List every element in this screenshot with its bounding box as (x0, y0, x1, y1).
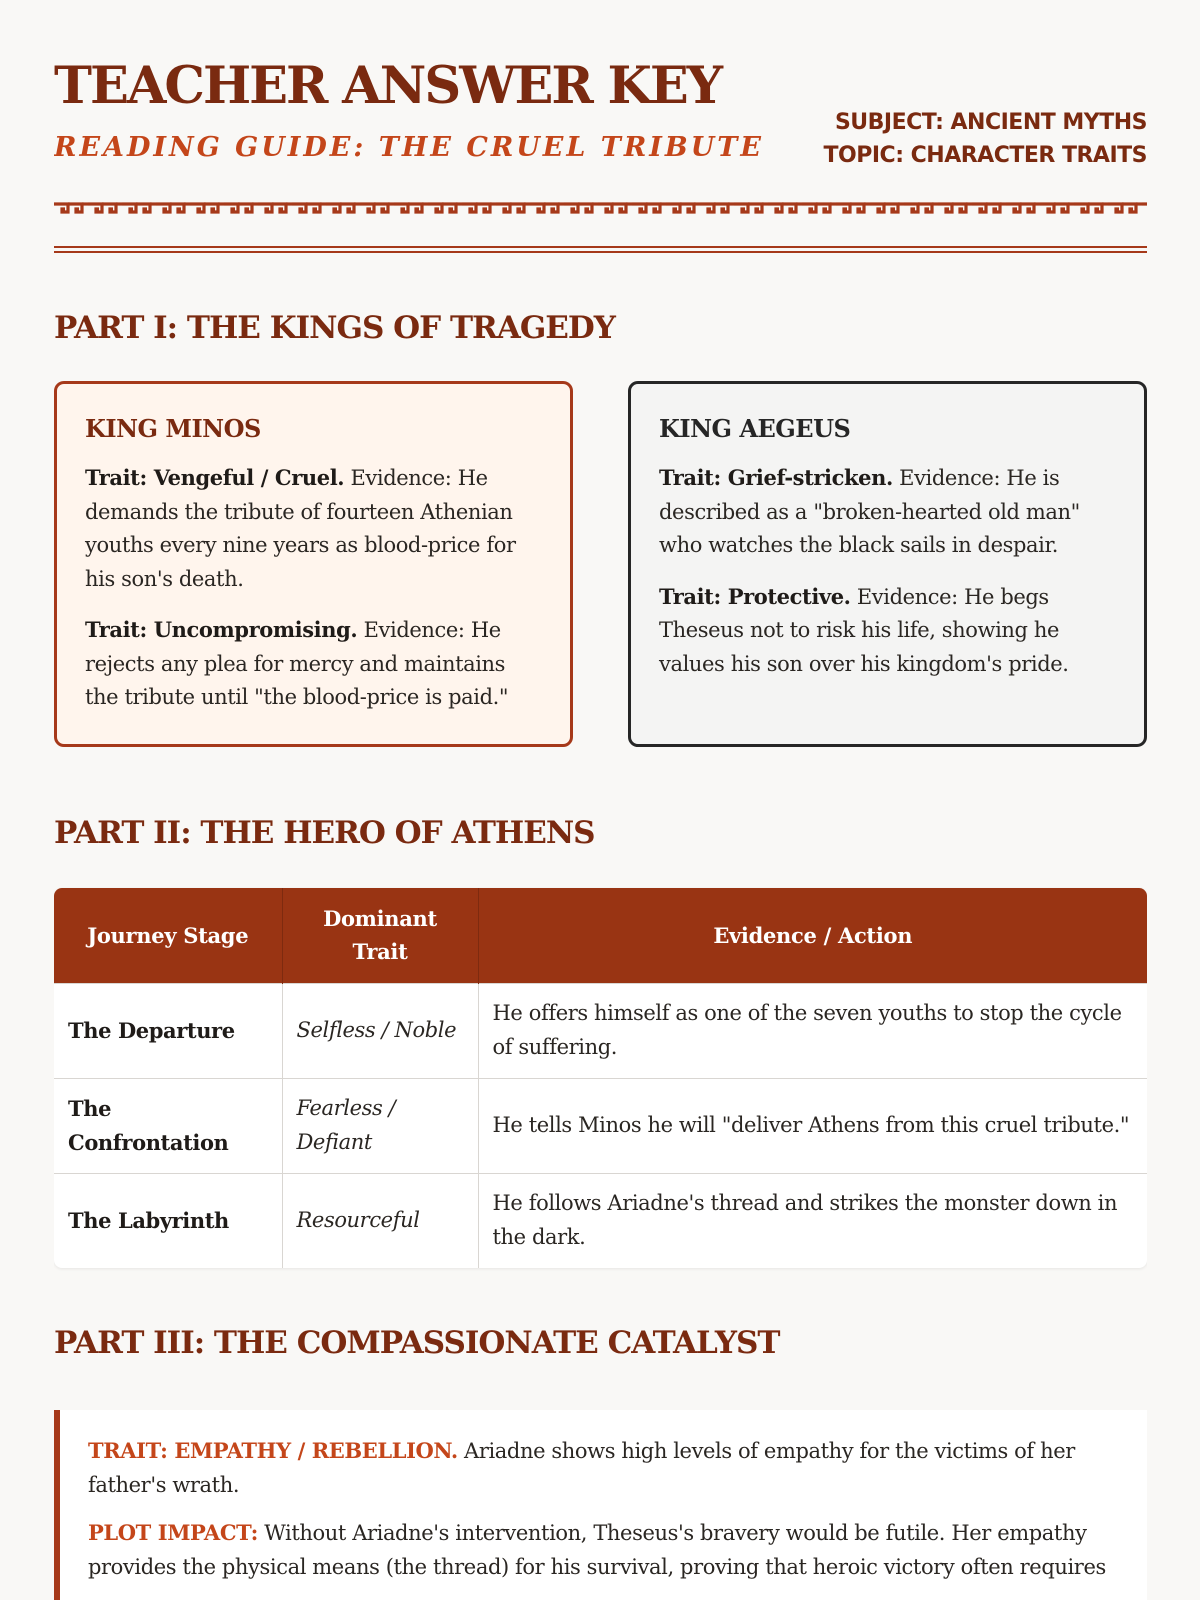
greek-key-border (54, 200, 1147, 216)
hero-journey-table (54, 888, 1147, 1268)
minos-trait-1: Trait: Vengeful / Cruel. Evidence: He demands the tribute of fourteen Athenian youths every nine years as blood-price for his son's death. (85, 465, 516, 591)
part3-heading: PART III: THE COMPASSIONATE CATALYST (54, 1325, 780, 1361)
aegeus-trait-2: Trait: Protective. Evidence: He begs Theseus not to risk his life, showing he values his son over his kingdom's pride. (659, 583, 1069, 676)
stage-cell: The Confrontation (54, 1078, 282, 1173)
header (54, 56, 1147, 176)
king-minos-card (54, 381, 573, 747)
part2-heading: PART II: THE HERO OF ATHENS (54, 815, 595, 851)
catalyst-callout (54, 1410, 1147, 1600)
page-title: TEACHER ANSWER KEY (54, 56, 722, 116)
column-header-stage: Journey Stage (54, 888, 282, 983)
header-double-rule (54, 246, 1147, 253)
part1-heading: PART I: THE KINGS OF TRAGEDY (54, 310, 615, 346)
king-aegeus-card (628, 381, 1147, 747)
column-header-trait: Dominant Trait (282, 888, 478, 983)
trait-cell: Selfless / Noble (282, 983, 478, 1078)
king-aegeus-title: KING AEGEUS (659, 414, 851, 443)
aegeus-trait-1: Trait: Grief-stricken. Evidence: He is described as a "broken-hearted old man" who watches the black sails in despair. (659, 465, 1080, 557)
page-subtitle: READING GUIDE: THE CRUEL TRIBUTE (54, 132, 764, 163)
trait-cell: Resourceful (282, 1173, 478, 1268)
topic-label: TOPIC: CHARACTER TRAITS (823, 143, 1147, 168)
stage-cell: The Departure (54, 983, 282, 1078)
table-header-row (54, 888, 1147, 983)
catalyst-paragraph-impact: PLOT IMPACT: Without Ariadne's intervention, Theseus's bravery would be futile. Her empathy provides the physical means (the thread) for his survival, proving that heroic victory often requires (88, 1520, 1106, 1579)
column-header-evidence: Evidence / Action (478, 888, 1147, 983)
king-minos-title: KING MINOS (85, 414, 261, 443)
trait-cell: Fearless / Defiant (282, 1078, 478, 1173)
table-row (54, 1173, 1147, 1268)
table-row (54, 983, 1147, 1078)
subject-label: SUBJECT: ANCIENT MYTHS (834, 110, 1147, 135)
minos-trait-2: Trait: Uncompromising. Evidence: He rejects any plea for mercy and maintains the tribute until "the blood-price is paid." (85, 617, 509, 709)
table-row (54, 1078, 1147, 1173)
evidence-cell: He offers himself as one of the seven youths to stop the cycle of suffering. (478, 983, 1147, 1078)
evidence-cell: He tells Minos he will "deliver Athens from this cruel tribute." (478, 1078, 1147, 1173)
catalyst-paragraph-trait: TRAIT: EMPATHY / REBELLION. Ariadne shows high levels of empathy for the victims of her father's wrath. (88, 1438, 1075, 1497)
evidence-cell: He follows Ariadne's thread and strikes the monster down in the dark. (478, 1173, 1147, 1268)
stage-cell: The Labyrinth (54, 1173, 282, 1268)
answer-key-page (54, 0, 1147, 1600)
meta-info (824, 106, 1147, 172)
